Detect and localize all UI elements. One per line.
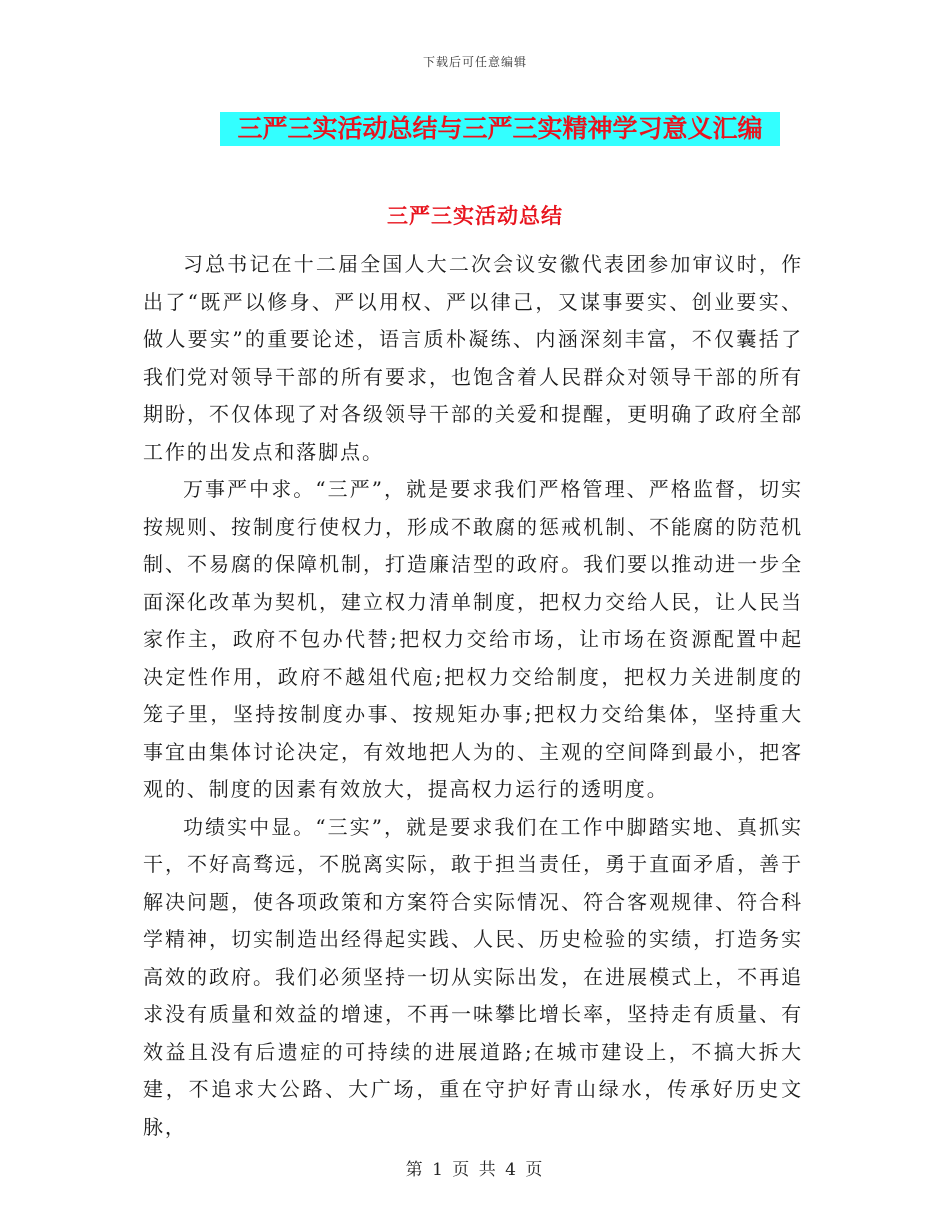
body-paragraph-2: 万事严中求。“三严”，就是要求我们严格管理、严格监督，切实按规则、按制度行使权力，形成不敢腐的惩戒机制、不能腐的防范机制、不易腐的保障机制，打造廉洁型的政府。我们要以推动进一步全面深化改革为契机，建立权力清单制度，把权力交给人民，让人民当家作主，政府不包办代替;把权力交给市场，让市场在资源配置中起决定性作用，政府不越俎代庖;把权力交给制度，把权力关进制度的笼子里，坚持按制度办事、按规矩办事;把权力交给集体，坚持重大事宜由集体讨论决定，有效地把人为的、主观的空间降到最小，把客观的、制度的因素有效放大，提高权力运行的透明度。 <box>143 477 803 801</box>
document-body <box>143 246 803 1146</box>
document-title-highlight <box>220 112 780 146</box>
body-paragraph-1: 习总书记在十二届全国人大二次会议安徽代表团参加审议时，作出了“既严以修身、严以用权、严以律己，又谋事要实、创业要实、做人要实”的重要论述，语言质朴凝练、内涵深刻丰富，不仅囊括了我们党对领导干部的所有要求，也饱含着人民群众对领导干部的所有期盼，不仅体现了对各级领导干部的关爱和提醒，更明确了政府全部工作的出发点和落脚点。 <box>143 252 803 464</box>
page-header-note: 下载后可任意编辑 <box>422 55 527 69</box>
body-paragraph-3: 功绩实中显。“三实”，就是要求我们在工作中脚踏实地、真抓实干，不好高骛远，不脱离实际，敢于担当责任，勇于直面矛盾，善于解决问题，使各项政策和方案符合实际情况、符合客观规律、符合科学精神，切实制造出经得起实践、人民、历史检验的实绩，打造务实高效的政府。我们必须坚持一切从实际出发，在进展模式上，不再追求没有质量和效益的增速，不再一味攀比增长率，坚持走有质量、有效益且没有后遗症的可持续的进展道路;在城市建设上，不搞大拆大建，不追求大公路、大广场，重在守护好青山绿水，传承好历史文脉， <box>143 814 803 1139</box>
page-footer: 第 1 页 共 4 页 <box>405 1160 545 1180</box>
section-heading: 三严三实活动总结 <box>387 203 563 228</box>
document-title: 三严三实活动总结与三严三实精神学习意义汇编 <box>237 114 763 143</box>
